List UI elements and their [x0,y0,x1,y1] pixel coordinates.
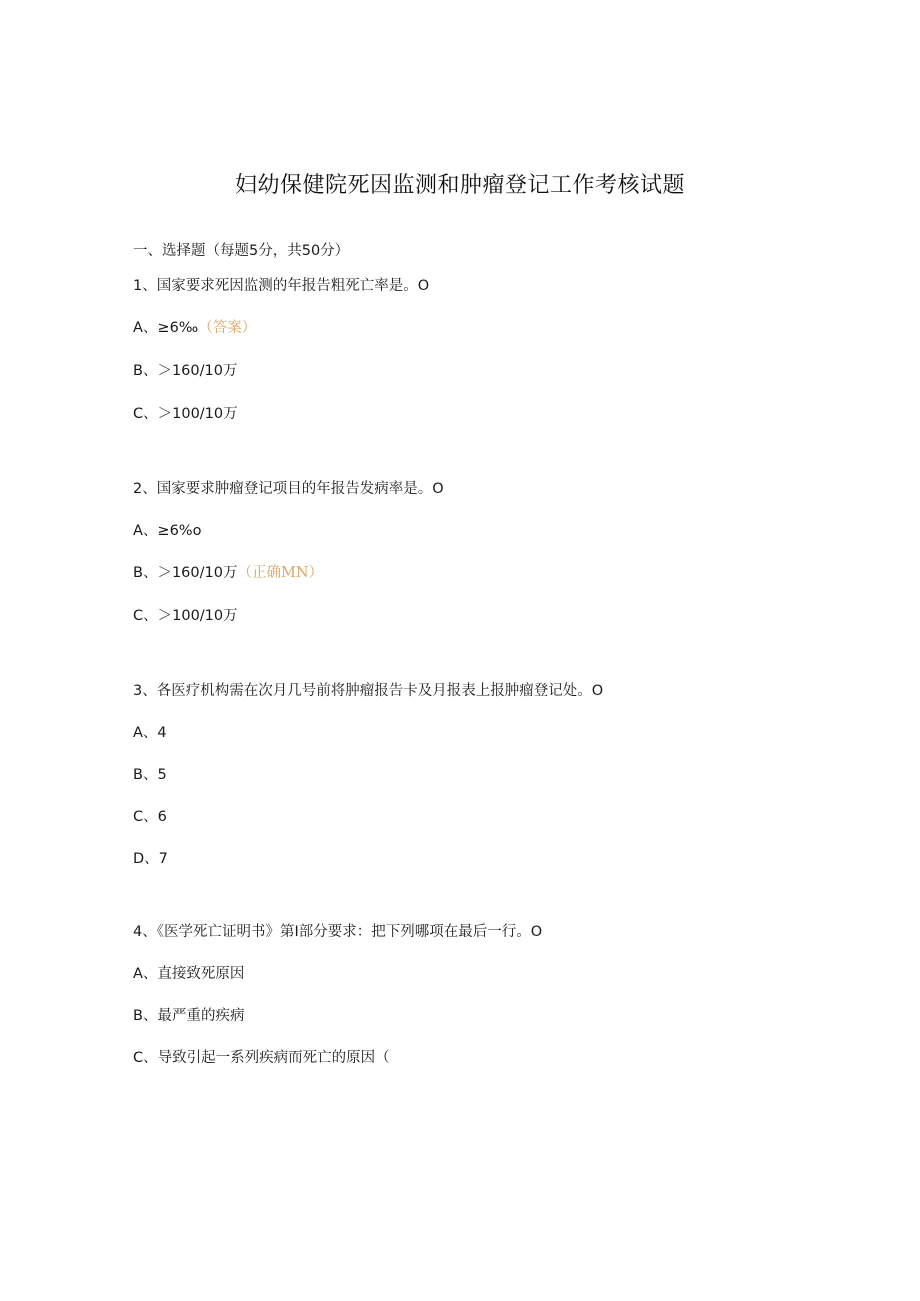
question-3-stem: 3、各医疗机构需在次月几号前将肿瘤报告卡及月报表上报肿瘤登记处。O [133,683,604,699]
question-2-option-b [133,563,323,583]
answer-mark: （正确MN） [237,565,324,581]
question-4-option-a: A、直接致死原因 [133,966,245,982]
question-3-option-d: D、7 [133,851,168,867]
question-1-option-b: B、＞160/10万 [133,363,238,379]
question-3-option-a: A、4 [133,725,167,741]
question-4-option-c: C、导致引起一系列疾病而死亡的原因（ [133,1050,390,1066]
option-text: A、≥6‰ [133,320,199,336]
section-heading: 一、选择题（每题5分，共50分） [133,243,350,259]
question-2-stem: 2、国家要求肿瘤登记项目的年报告发病率是。O [133,481,444,497]
question-2-option-c: C、＞100/10万 [133,608,238,624]
question-1-option-c: C、＞100/10万 [133,406,238,422]
question-2-option-a: A、≥6%o [133,523,202,539]
option-text: B、＞160/10万 [133,565,238,581]
question-3-option-c: C、6 [133,809,167,825]
question-3-option-b: B、5 [133,767,167,783]
question-1-option-a [133,318,256,338]
question-4-stem: 4、《医学死亡证明书》第I部分要求：把下列哪项在最后一行。O [133,924,543,940]
document-title: 妇幼保健院死因监测和肿瘤登记工作考核试题 [234,173,685,198]
question-1-stem: 1、国家要求死因监测的年报告粗死亡率是。O [133,278,430,294]
answer-mark: （答案） [198,320,257,336]
question-4-option-b: B、最严重的疾病 [133,1008,245,1024]
